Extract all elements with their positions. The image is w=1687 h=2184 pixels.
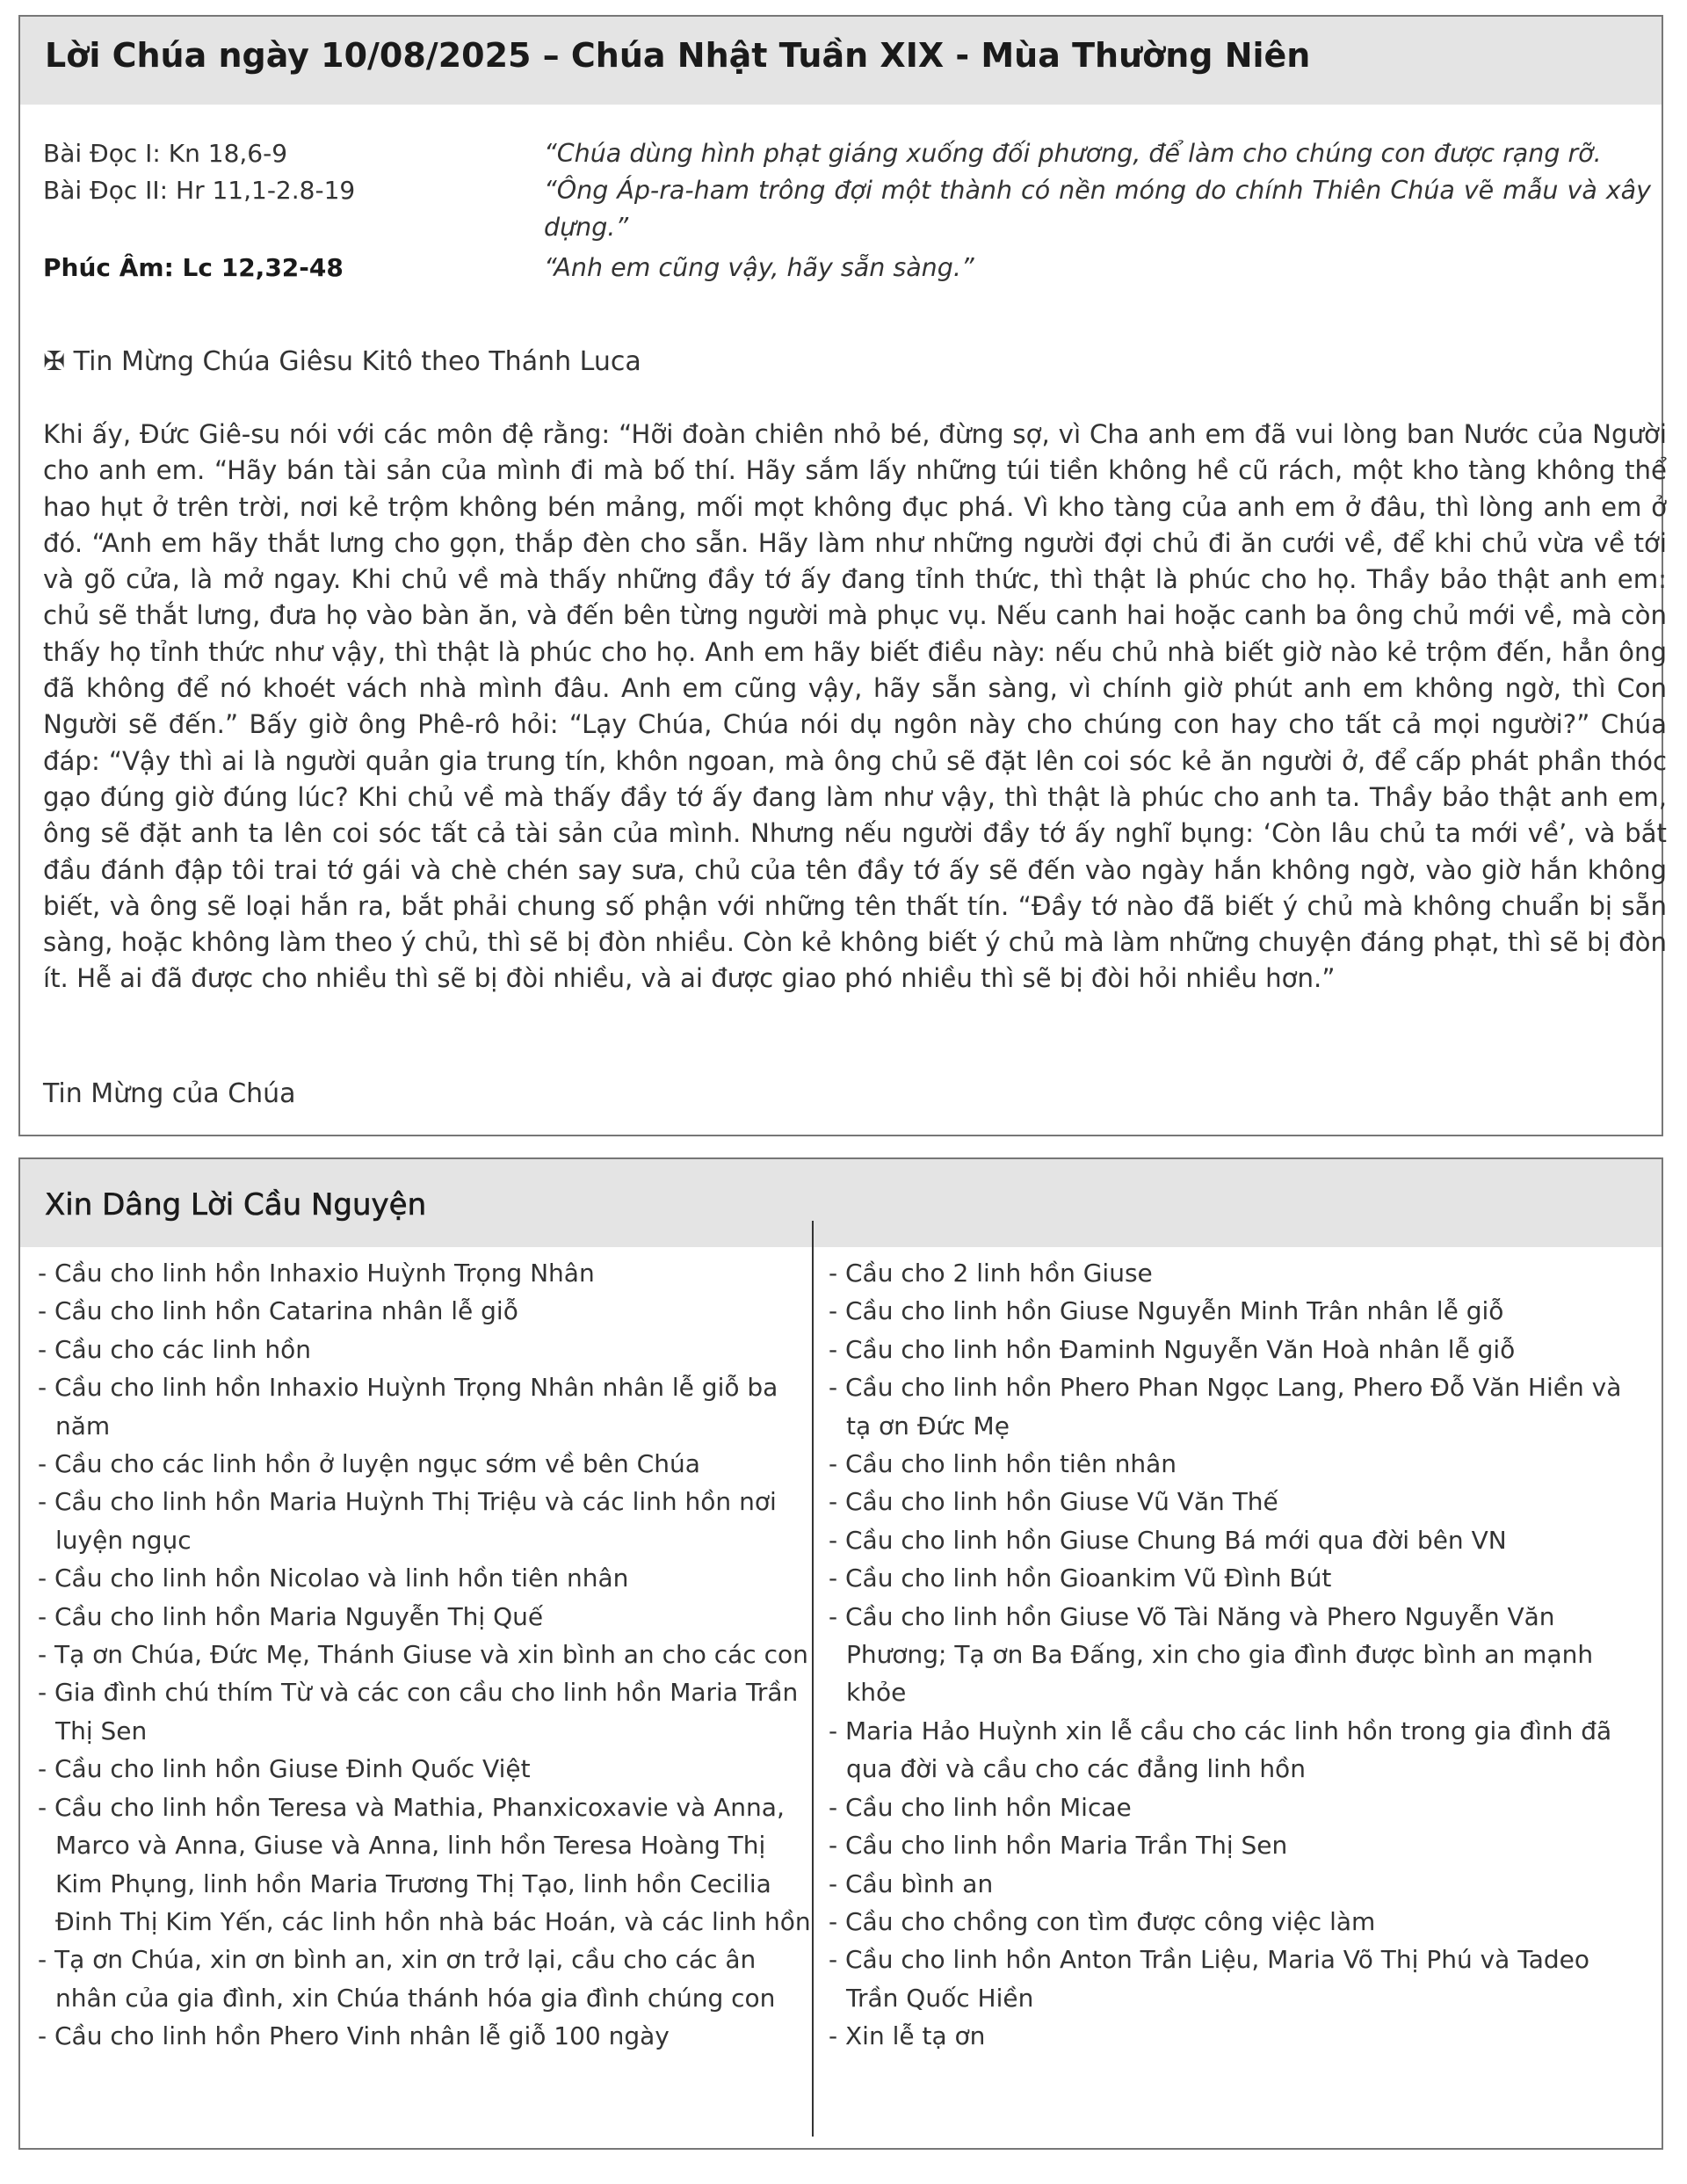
prayer-list-left: [38, 1254, 811, 2056]
prayer-item: - Cầu cho linh hồn Giuse Võ Tài Năng và Phero Nguyễn Văn Phương; Tạ ơn Ba Đấng, xin cho gia đình được bình an mạnh khỏe: [829, 1601, 1594, 1708]
prayer-item: - Tạ ơn Chúa, xin ơn bình an, xin ơn trở lại, cầu cho các ân nhân của gia đình, xin Chúa thánh hóa gia đình chúng con: [38, 1945, 776, 2013]
prayer-box-title: Xin Dâng Lời Cầu Nguyện: [45, 1187, 427, 1223]
prayer-item: - Cầu cho linh hồn Giuse Đinh Quốc Việt: [38, 1754, 531, 1784]
prayer-header: [20, 1159, 1662, 1247]
prayer-item: - Cầu cho linh hồn Gioankim Vũ Đình Bút: [829, 1564, 1332, 1593]
reading-label: Bài Đọc I: Kn 18,6-9: [43, 139, 288, 168]
gospel-closing: Tin Mừng của Chúa: [43, 1078, 296, 1109]
prayer-box: [18, 1157, 1663, 2150]
prayer-item: - Cầu cho linh hồn Catarina nhân lễ giỗ: [38, 1296, 518, 1326]
prayer-item: - Cầu cho linh hồn Anton Trần Liệu, Maria Võ Thị Phú và Tadeo Trần Quốc Hiền: [829, 1945, 1589, 2013]
gospel-heading: ✠ Tin Mừng Chúa Giêsu Kitô theo Thánh Luca: [43, 346, 641, 377]
reading-text: “Anh em cũng vậy, hãy sẵn sàng.”: [544, 253, 974, 282]
prayer-item: - Cầu cho các linh hồn: [38, 1334, 311, 1364]
reading-label: Bài Đọc II: Hr 11,1-2.8-19: [43, 176, 356, 205]
prayer-item: - Cầu cho linh hồn Teresa và Mathia, Phanxicoxavie và Anna, Marco và Anna, Giuse và Anna, linh hồn Teresa Hoàng Thị Kim Phụng, linh hồn Maria Trương Thị Tạo, linh hồn Cecilia Đinh Thị Kim Yến, các linh hồn nhà bác Hoán, và các linh hồn: [38, 1792, 811, 1936]
prayer-item: - Cầu cho linh hồn Inhaxio Huỳnh Trọng Nhân: [38, 1259, 595, 1288]
prayer-item: - Cầu cho linh hồn Maria Nguyễn Thị Quế: [38, 1601, 544, 1631]
prayer-item: - Cầu cho linh hồn Maria Trần Thị Sen: [829, 1831, 1288, 1861]
prayer-item: - Cầu cho linh hồn Phero Vinh nhân lễ giỗ 100 ngày: [38, 2021, 670, 2051]
prayer-list-right: [829, 1254, 1646, 2056]
prayer-item: - Cầu cho các linh hồn ở luyện ngục sớm về bên Chúa: [38, 1449, 700, 1479]
gospel-box: [18, 15, 1667, 1136]
readings-list: [43, 135, 1660, 287]
prayer-item: - Cầu cho 2 linh hồn Giuse: [829, 1259, 1153, 1288]
reading-label: Phúc Âm: Lc 12,32-48: [43, 253, 344, 282]
prayer-item: - Xin lễ tạ ơn: [829, 2021, 986, 2051]
reading-row: [43, 250, 1660, 287]
prayer-item: - Cầu cho chồng con tìm được công việc làm: [829, 1906, 1376, 1936]
reading-text: “Chúa dùng hình phạt giáng xuống đối phương, để làm cho chúng con được rạng rỡ.: [544, 139, 1602, 168]
prayer-item: - Cầu cho linh hồn Inhaxio Huỳnh Trọng Nhân nhân lễ giỗ ba năm: [38, 1373, 778, 1440]
prayer-item: - Tạ ơn Chúa, Đức Mẹ, Thánh Giuse và xin bình an cho các con: [38, 1640, 808, 1670]
reading-row: [43, 172, 1660, 246]
column-divider: [812, 1221, 814, 2137]
prayer-item: - Cầu cho linh hồn Maria Huỳnh Thị Triệu và các linh hồn nơi luyện ngục: [38, 1487, 777, 1555]
prayer-item: - Cầu cho linh hồn Giuse Chung Bá mới qua đời bên VN: [829, 1525, 1507, 1555]
reading-row: [43, 135, 1660, 172]
prayer-item: - Cầu cho linh hồn Đaminh Nguyễn Văn Hoà nhân lễ giỗ: [829, 1334, 1516, 1364]
prayer-item: - Cầu cho linh hồn Giuse Nguyễn Minh Trân nhân lễ giỗ: [829, 1296, 1504, 1326]
gospel-header: [20, 17, 1662, 105]
prayer-item: - Cầu cho linh hồn Phero Phan Ngọc Lang, Phero Đỗ Văn Hiền và tạ ơn Đức Mẹ: [829, 1373, 1622, 1440]
prayer-item: - Cầu cho linh hồn Nicolao và linh hồn tiên nhân: [38, 1564, 629, 1593]
prayer-item: - Cầu cho linh hồn tiên nhân: [829, 1449, 1177, 1479]
prayer-item: - Gia đình chú thím Từ và các con cầu cho linh hồn Maria Trần Thị Sen: [38, 1678, 799, 1745]
reading-text: “Ông Áp-ra-ham trông đợi một thành có nền móng do chính Thiên Chúa vẽ mẫu và xây dựng.”: [544, 176, 1651, 242]
prayer-item: - Cầu cho linh hồn Giuse Vũ Văn Thế: [829, 1487, 1278, 1517]
prayer-item: - Maria Hảo Huỳnh xin lễ cầu cho các linh hồn trong gia đình đã qua đời và cầu cho các đẳng linh hồn: [829, 1716, 1612, 1784]
gospel-box-title: Lời Chúa ngày 10/08/2025 – Chúa Nhật Tuần XIX - Mùa Thường Niên: [45, 36, 1311, 75]
gospel-text: Khi ấy, Đức Giê-su nói với các môn đệ rằng: “Hỡi đoàn chiên nhỏ bé, đừng sợ, vì Cha anh em đã vui lòng ban Nước của Người cho anh em. “Hãy bán tài sản của mình đi mà bố thí. Hãy sắm lấy những túi tiền không hề cũ rách, một kho tàng không thể hao hụt ở trên trời, nơi kẻ trộm không bén mảng, mối mọt không đục phá. Vì kho tàng của anh em ở đâu, thì lòng anh em ở đó. “Anh em hãy thắt lưng cho gọn, thắp đèn cho sẵn. Hãy làm như những người đợi chủ đi ăn cưới về, để khi chủ vừa về tới và gõ cửa, là mở ngay. Khi chủ về mà thấy những đầy tớ ấy đang tỉnh thức, thì thật là phúc cho họ. Thầy bảo thật anh em: chủ sẽ thắt lưng, đưa họ vào bàn ăn, và đến bên từng người mà phục vụ. Nếu canh hai hoặc canh ba ông chủ mới về, mà còn thấy họ tỉnh thức như vậy, thì thật là phúc cho họ. Anh em hãy biết điều này: nếu chủ nhà biết giờ nào kẻ trộm đến, hẳn ông đã không để nó khoét vách nhà mình đâu. Anh em cũng vậy, hãy sẵn sàng, vì chính giờ phút anh em không ngờ, thì Con Người sẽ đến.” Bấy giờ ông Phê-rô hỏi: “Lạy Chúa, Chúa nói dụ ngôn này cho chúng con hay cho tất cả mọi người?” Chúa đáp: “Vậy thì ai là người quản gia trung tín, khôn ngoan, mà ông chủ sẽ đặt lên coi sóc kẻ ăn người ở, để cấp phát phần thóc gạo đúng giờ đúng lúc? Khi chủ về mà thấy đầy tớ ấy đang làm như vậy, thì thật là phúc cho anh ta. Thầy bảo thật anh em, ông sẽ đặt anh ta lên coi sóc tất cả tài sản của mình. Nhưng nếu người đầy tớ ấy nghĩ bụng: ‘Còn lâu chủ ta mới về’, và bắt đầu đánh đập tôi trai tớ gái và chè chén say sưa, chủ của tên đầy tớ ấy sẽ đến vào ngày hắn không ngờ, vào giờ hắn không biết, và ông sẽ loại hắn ra, bắt phải chung số phận với những tên thất tín. “Đầy tớ nào đã biết ý chủ mà không chuẩn bị sẵn sàng, hoặc không làm theo ý chủ, thì sẽ bị đòn nhiều. Còn kẻ không biết ý chủ mà làm những chuyện đáng phạt, thì sẽ bị đòn ít. Hễ ai đã được cho nhiều thì sẽ bị đòi nhiều, và ai được giao phó nhiều thì sẽ bị đòi hỏi nhiều hơn.”: [43, 419, 1667, 994]
prayer-item: - Cầu bình an: [829, 1868, 994, 1898]
prayer-item: - Cầu cho linh hồn Micae: [829, 1792, 1132, 1822]
